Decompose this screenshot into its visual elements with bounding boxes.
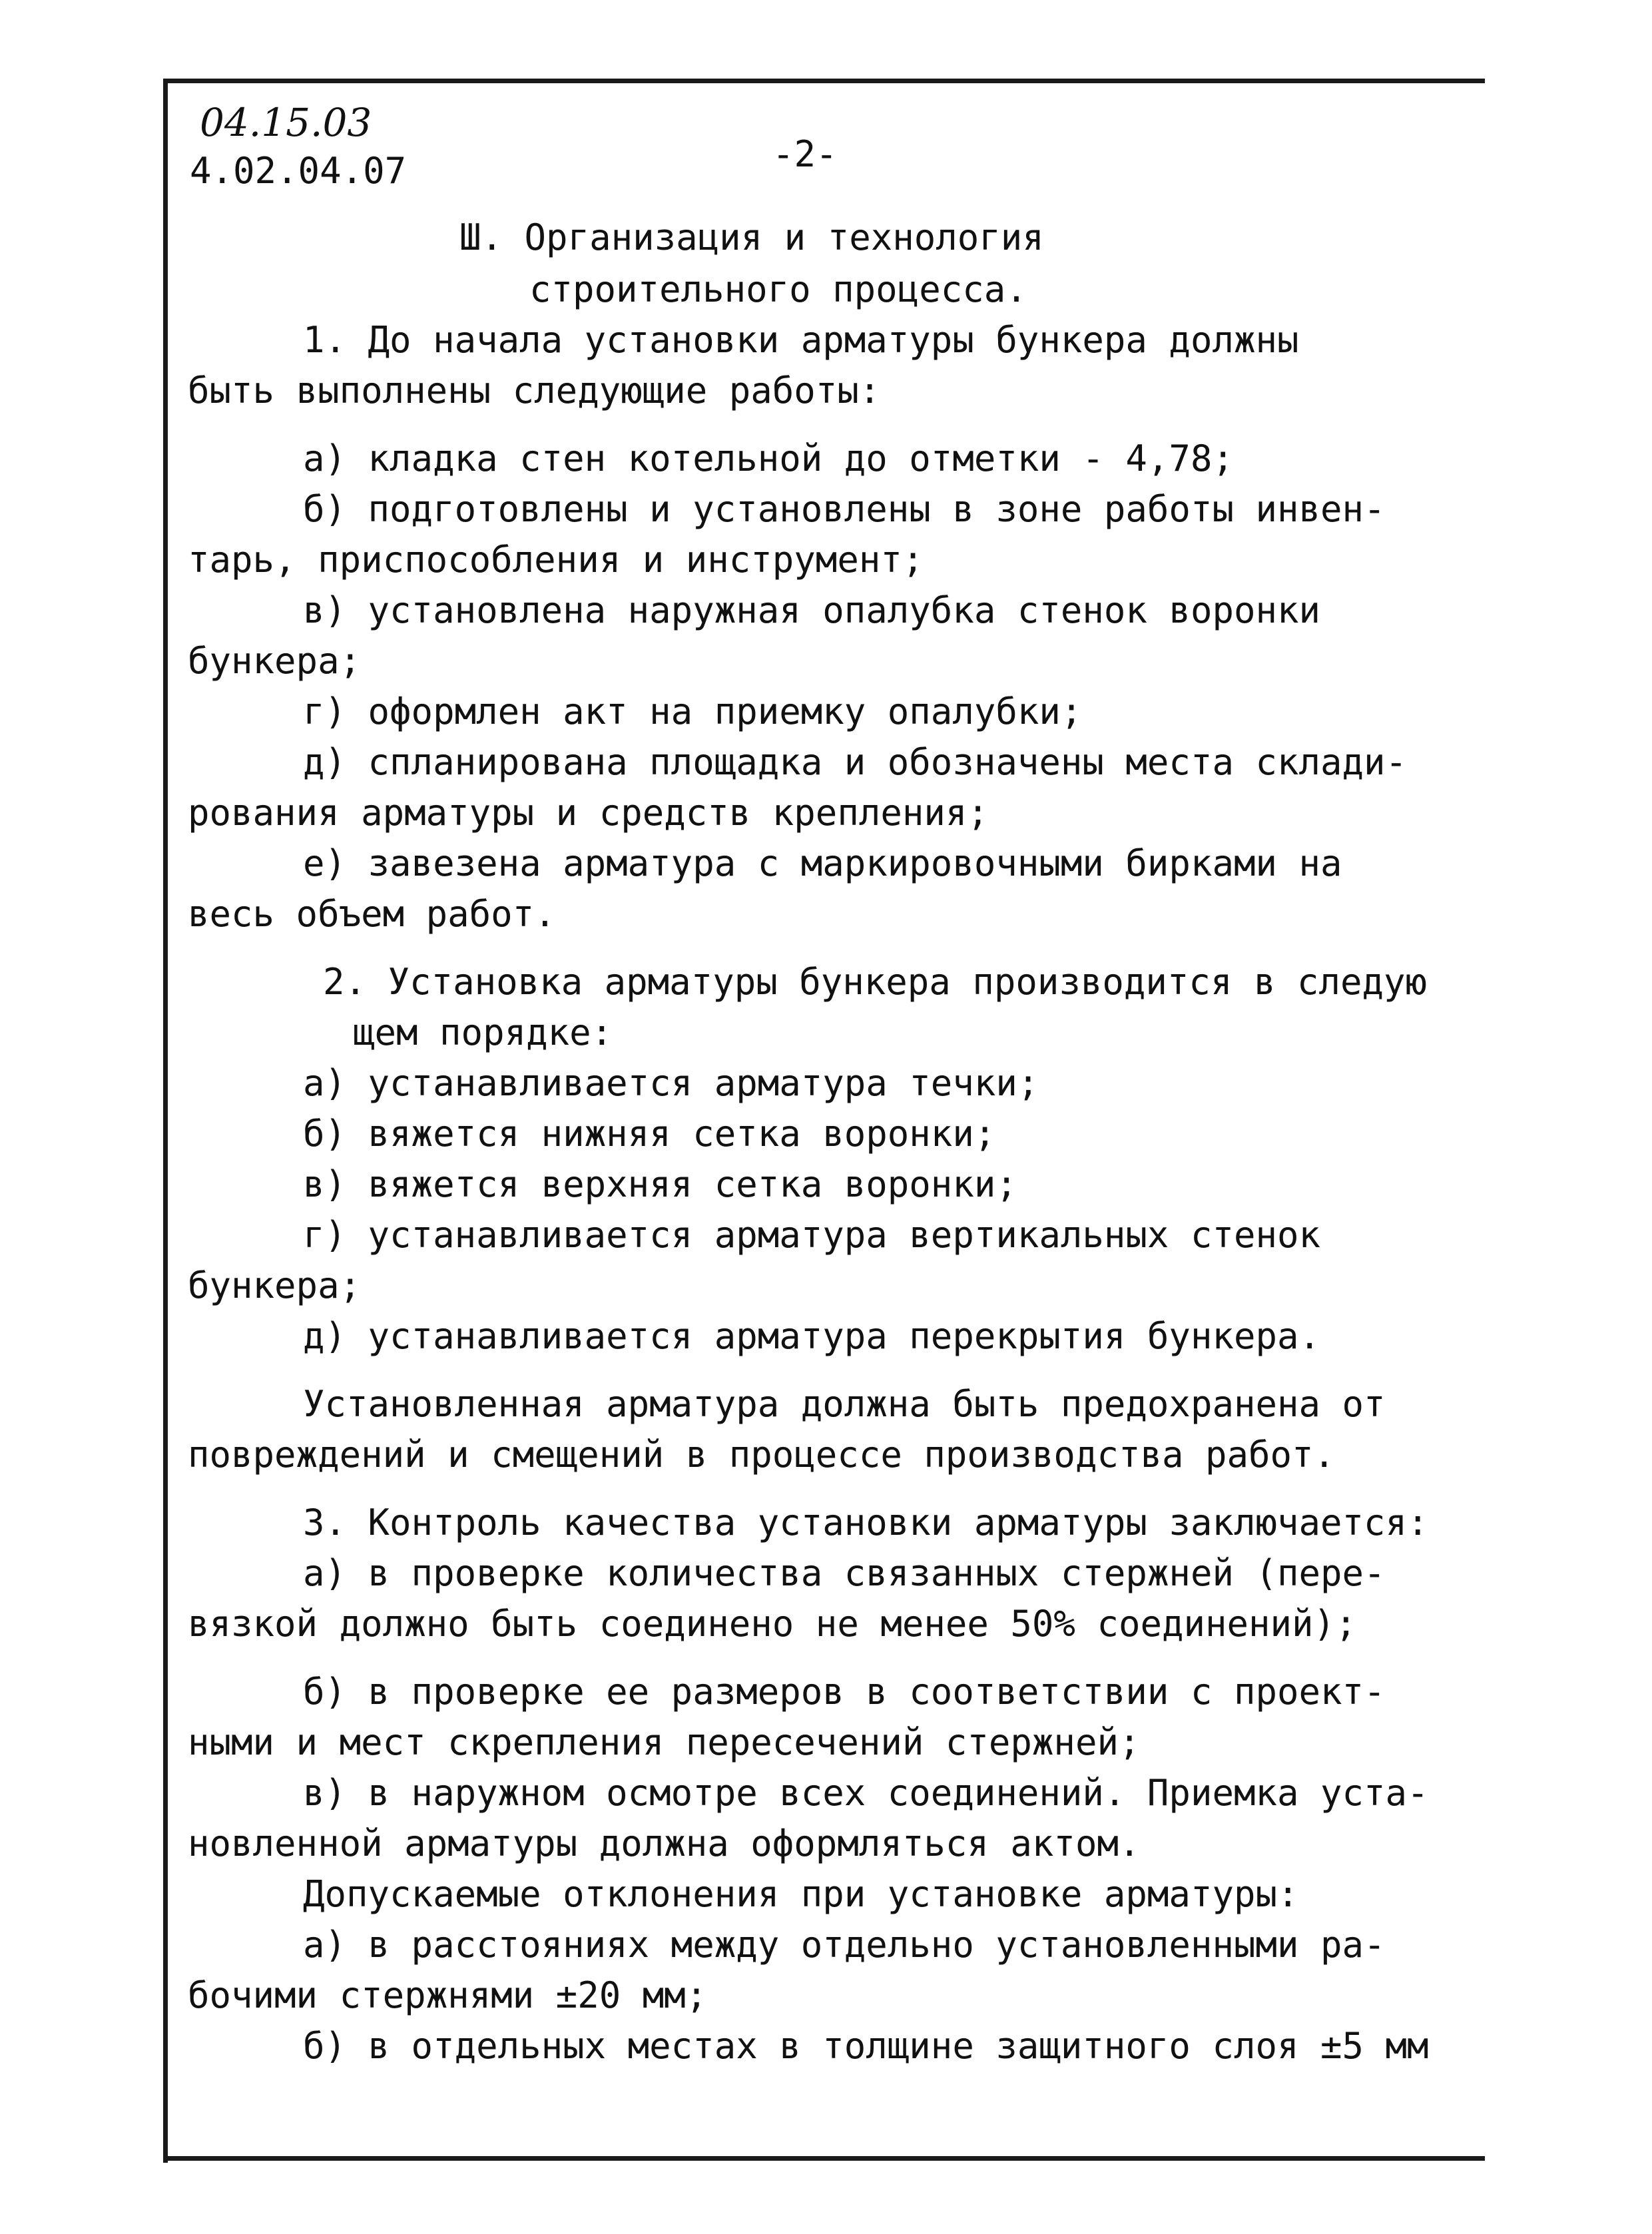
text-line: тарь, приспособления и инструмент; (188, 539, 924, 581)
text-line: щем порядке: (353, 1011, 613, 1053)
text-line: д) спланирована площадка и обозначены места склади- (303, 741, 1408, 783)
text-line: бункера; (188, 1264, 362, 1306)
frame-border-left (163, 79, 168, 2163)
text-line: в) установлена наружная опалубка стенок воронки (303, 589, 1321, 631)
text-line: рования арматуры и средств крепления; (188, 792, 989, 834)
text-line: а) в проверке количества связанных стержней (пере- (303, 1552, 1386, 1594)
section-title-line2: строительного процесса. (529, 268, 1027, 310)
text-line: новленной арматуры должна оформляться актом. (188, 1822, 1141, 1864)
text-line: а) устанавливается арматура течки; (303, 1062, 1039, 1104)
text-line: весь объем работ. (188, 893, 556, 935)
text-line: бункера; (188, 640, 362, 682)
text-line: а) кладка стен котельной до отметки - 4,78; (303, 437, 1234, 479)
text-line: 1. До начала установки арматуры бункера должны (303, 319, 1299, 361)
text-line: 2. Установка арматуры бункера производится в следую (323, 961, 1428, 1003)
text-line: ными и мест скрепления пересечений стержней; (188, 1721, 1141, 1763)
text-line: е) завезена арматура с маркировочными бирками на (303, 842, 1342, 884)
text-line: а) в расстояниях между отдельно установленными ра- (303, 1924, 1386, 1966)
text-line: г) устанавливается арматура вертикальных стенок (303, 1214, 1321, 1256)
frame-border-bottom (163, 2156, 1485, 2161)
text-line: б) в проверке ее размеров в соответствии с проект- (303, 1671, 1386, 1713)
text-line: г) оформлен акт на приемку опалубки; (303, 691, 1083, 732)
text-line: в) вяжется верхняя сетка воронки; (303, 1163, 1017, 1205)
text-line: б) вяжется нижняя сетка воронки; (303, 1113, 996, 1155)
text-line: б) в отдельных местах в толщине защитного слоя ±5 мм (303, 2025, 1429, 2067)
text-line: Установленная арматура должна быть предохранена от (303, 1383, 1386, 1425)
text-line: быть выполнены следующие работы: (188, 370, 881, 412)
text-line: в) в наружном осмотре всех соединений. Приемка уста- (303, 1772, 1429, 1814)
text-line: б) подготовлены и установлены в зоне работы инвен- (303, 488, 1386, 530)
section-title-line1: Ш. Организация и технология (459, 216, 1044, 258)
document-code: 4.02.04.07 (190, 150, 407, 192)
page-number: -2- (772, 133, 838, 175)
text-line: 3. Контроль качества установки арматуры заключается: (303, 1502, 1429, 1543)
handwritten-code: 04.15.03 (200, 100, 372, 145)
frame-border-top (163, 79, 1485, 83)
text-line: Допускаемые отклонения при установке арматуры: (303, 1873, 1299, 1915)
text-line: бочими стержнями ±20 мм; (188, 1974, 708, 2016)
text-line: д) устанавливается арматура перекрытия бункера. (303, 1315, 1321, 1357)
text-line: вязкой должно быть соединено не менее 50% соединений); (188, 1603, 1357, 1645)
text-line: повреждений и смещений в процессе производства работ. (188, 1434, 1336, 1476)
